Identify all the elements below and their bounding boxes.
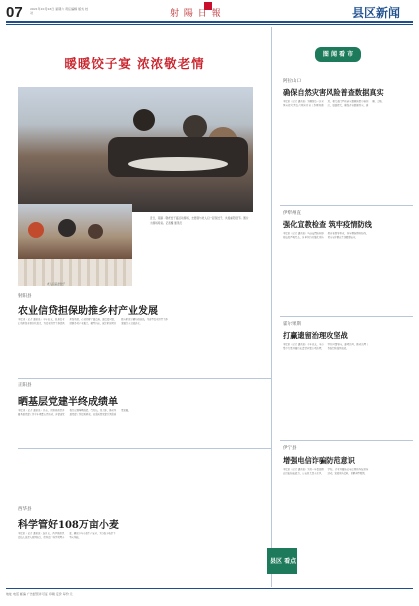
article-6-body: 本报讯（记者 通讯员）今年以来，全市集中力量开展历史遗留问题专项治理，坚持问题导向，逐项销号，推动治理工作取得阶段性成效。	[283, 343, 369, 351]
article-3-kicker: 西华县	[18, 506, 32, 511]
lead-headline: 暖暖饺子宴 浓浓敬老情	[64, 56, 205, 71]
article-2-headline: 晒基层党建半终成绩单	[18, 397, 118, 408]
article-5-headline: 强化宣教检查 筑牢疫情防线	[283, 220, 372, 229]
footer-rule	[6, 588, 413, 589]
article-3-body: 本报讯（记者 通讯员）连日来，西华县组织农技人员深入田间地头，指导农户科学管理小麦，确保今年小麦生产安全，为夺取丰收打下坚实基础。	[18, 532, 116, 540]
separator	[280, 205, 413, 206]
header-rule	[6, 21, 413, 23]
article-5-body: 本报讯（记者 通讯员）当前疫情防控形势依然严峻复杂，各单位持续强化宣传教育和督导检查，筑牢群防群控防线，切实守护群众生命健康安全。	[283, 232, 369, 240]
lead-photo	[18, 87, 253, 212]
newspaper-logo: 射 陽 日 報	[170, 9, 222, 19]
article-4-kicker: 阿拉山口	[283, 78, 301, 83]
separator	[280, 440, 413, 441]
column-divider	[271, 27, 272, 587]
article-1-body: 本报讯（记者 通讯员）今年以来，我县农业信贷担保业务持续发力，为农业经营主体提供担保贷款，有效缓解了融资难、融资贵问题，助推乡村产业振兴。截至目前，累计担保项目数与担保金额均创新高，为新型农业经营主体发展注入金融活水。	[18, 318, 168, 326]
section-title: 县区新闻	[352, 6, 401, 20]
article-2-body: 本报讯（记者 通讯员）日前，正阳县组织开展基层党建工作半年观摩点评活动，各镇街党委书记现场晒成绩、亮特色、找差距，推动基层党建工作提质增效，以高质量党建引领高质量发展。	[18, 409, 131, 417]
article-4-headline: 确保自然灾害风险普查数据真实	[283, 88, 384, 97]
article-7-body: 本报讯（记者 通讯员）为进一步提高群众识骗防骗能力，公安机关深入社区、学校、企业开展防范电信网络诈骗宣传活动，发放宣传资料，讲解典型案例。	[283, 468, 369, 476]
issue-meta: 2021年10月23日 星期六 责任编辑 版式 校对	[30, 7, 89, 15]
article-5-kicker: 伊犁州直	[283, 210, 301, 215]
article-1-kicker: 射阳县	[18, 293, 32, 298]
article-6-kicker: 霍尔果斯	[283, 321, 301, 326]
page-number: 07	[6, 4, 23, 21]
footer-text: 地址 电话 邮编 广告经营许可证 印刷 定价 每份 元	[6, 592, 73, 596]
article-3-headline: 科学管好108万亩小麦	[18, 520, 119, 531]
article-2-kicker: 正阳县	[18, 382, 32, 387]
separator	[18, 378, 271, 379]
article-1-headline: 农业信贷担保助推乡村产业发展	[18, 306, 158, 317]
separator	[18, 448, 271, 449]
inset-label: 县区 看点	[270, 558, 297, 565]
separator	[280, 316, 413, 317]
top-right-badge: 图 闻 看 市	[315, 47, 361, 62]
secondary-photo	[18, 204, 132, 286]
article-7-headline: 增强电信诈骗防范意识	[283, 456, 355, 465]
article-4-body: 本报讯（记者 通讯员）为确保第一次全国自然灾害综合风险普查工作顺利推进，相关部门严格落实数据质量审核制度，层层把关，确保普查数据真实、准确、完整。	[283, 100, 384, 108]
secondary-photo-caption: 老人们品尝饺子	[47, 283, 66, 286]
article-6-headline: 打赢遗留治理攻坚战	[283, 331, 348, 340]
article-7-kicker: 伊宁县	[283, 445, 297, 450]
header-rule-thin	[6, 24, 413, 25]
lead-photo-caption: 近日，某镇 · 敬老饺子宴活动现场，志愿者与老人们一起包饺子，共度重阳佳节。图片为现场场景。记者摄 通讯员	[150, 217, 249, 225]
